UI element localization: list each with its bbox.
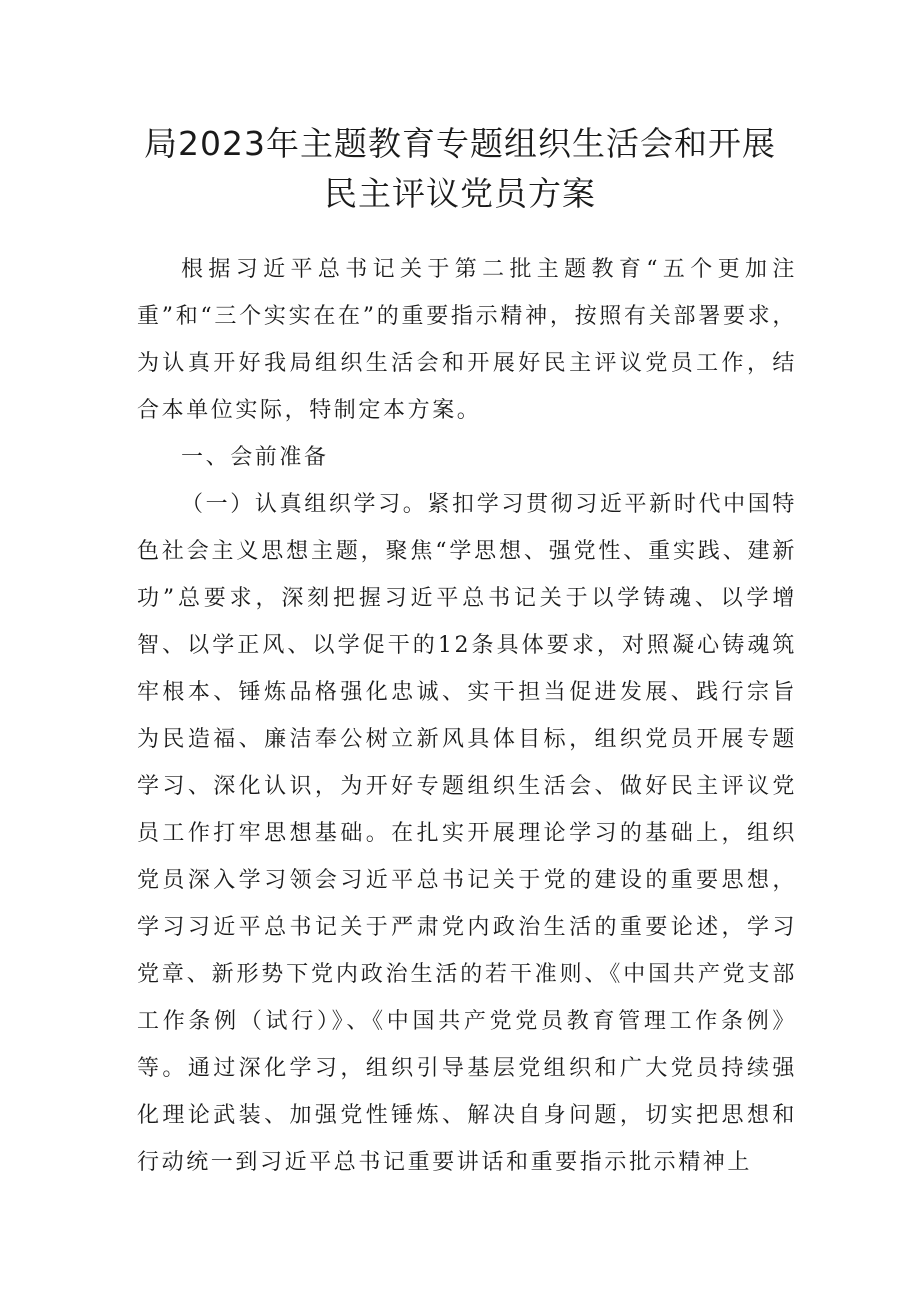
document-title-line-1: 局2023年主题教育专题组织生活会和开展 (144, 124, 776, 163)
document-body (137, 246, 797, 1186)
study-paragraph: （一）认真组织学习。紧扣学习贯彻习近平新时代中国特色社会主义思想主题，聚焦“学思想、强党性、重实践、建新功”总要求，深刻把握习近平总书记关于以学铸魂、以学增智、以学正风、以学促干的12条具体要求，对照凝心铸魂筑牢根本、锤炼品格强化忠诚、实干担当促进发展、践行宗旨为民造福、廉洁奉公树立新风具体目标，组织党员开展专题学习、深化认识，为开好专题组织生活会、做好民主评议党员工作打牢思想基础。在扎实开展理论学习的基础上，组织党员深入学习领会习近平总书记关于党的建设的重要思想，学习习近平总书记关于严肃党内政治生活的重要论述，学习党章、新形势下党内政治生活的若干准则、《中国共产党支部工作条例（试行）》、《中国共产党党员教育管理工作条例》等。通过深化学习，组织引导基层党组织和广大党员持续强化理论武装、加强党性锤炼、解决自身问题，切实把思想和行动统一到习近平总书记重要讲话和重要指示批示精神上 (137, 492, 797, 1175)
document-title-line-2: 民主评议党员方案 (324, 174, 596, 213)
intro-paragraph: 根据习近平总书记关于第二批主题教育“五个更加注重”和“三个实实在在”的重要指示精神，按照有关部署要求，为认真开好我局组织生活会和开展好民主评议党员工作，结合本单位实际，特制定本方案。 (137, 257, 797, 423)
section-heading: 一、会前准备 (181, 445, 329, 470)
